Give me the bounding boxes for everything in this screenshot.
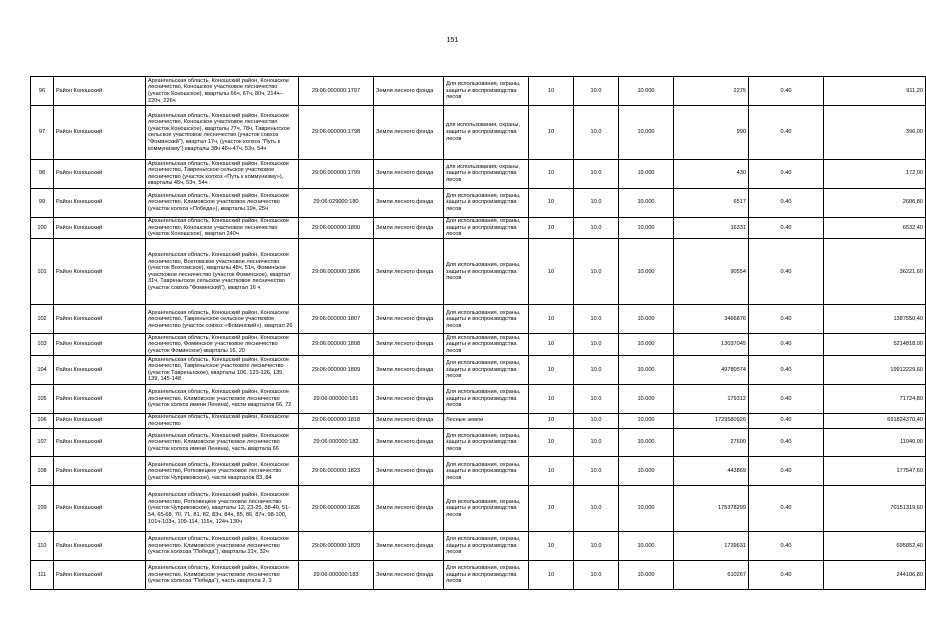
cadastral-number-cell: 29:06:000000:1800: [299, 217, 374, 239]
location-cell: Архангельская область, Коношский район, Коношское лесничество, Климовское участковое лесничество (участок колхоза "Победа"), часть квартала 2, 3: [146, 560, 299, 589]
row-number: 104: [31, 355, 54, 384]
district-cell: Район Коношский: [54, 105, 146, 159]
rate-cell: 0.40: [749, 531, 824, 560]
row-number: 110: [31, 531, 54, 560]
value-cell: 10.0: [574, 560, 619, 589]
value-cell: 10.000: [619, 105, 674, 159]
value-cell: 10.0: [574, 486, 619, 532]
cadastral-number-cell: 29:06:000000:1823: [299, 457, 374, 486]
value-cell: 10.000: [619, 413, 674, 428]
table-row: [31, 486, 926, 532]
value-cell: 10.0: [574, 305, 619, 334]
value-cell: 10.0: [574, 355, 619, 384]
district-cell: Район Коношский: [54, 355, 146, 384]
rate-cell: 0.40: [749, 413, 824, 428]
rate-cell: 0.40: [749, 384, 824, 413]
rate-cell: 0.40: [749, 486, 824, 532]
district-cell: Район Коношский: [54, 413, 146, 428]
permitted-use-cell: Для использования, охраны, защиты и воспроизводства лесов: [444, 355, 529, 384]
location-cell: Архангельская область, Коношский район, Коношское лесничество, Климовское участковое лесничество (участок колхоз «Победа»), кварталы 19ч, 25ч: [146, 188, 299, 217]
value-cell: 10.0: [574, 334, 619, 356]
cadastral-number-cell: 29:06:000000:1807: [299, 305, 374, 334]
row-number: 108: [31, 457, 54, 486]
value-cell: 10: [529, 457, 574, 486]
value-cell: 10.000: [619, 428, 674, 457]
value-cell: 10.0: [574, 105, 619, 159]
cadastral-number-cell: 29:06:000000:1808: [299, 334, 374, 356]
district-cell: Район Коношский: [54, 428, 146, 457]
location-cell: Архангельская область, Коношский район, Коношское лесничество, Тавреньгское сельское участковое лесничество (участок совхоз «Фоминский»), квартал 26: [146, 305, 299, 334]
amount-cell: 177547,60: [824, 457, 926, 486]
location-cell: Архангельская область, Коношский район, Коношское лесничество, Коношское участковое лесничество (участок Коношское), кварталы 77ч, 78ч, Тавреньгское сельское участковое лесничество (участок совхоз "Фоминский"), квартал 17ч, (участок колхоз "Путь к коммунизму") кварталы 38ч 46ч-47ч, 53ч, 54ч: [146, 105, 299, 159]
value-cell: 10.000: [619, 77, 674, 106]
land-category-cell: Земли лесного фонда: [374, 560, 444, 589]
value-cell: 10.000: [619, 560, 674, 589]
rate-cell: 0.40: [749, 239, 824, 305]
land-category-cell: Земли лесного фонда: [374, 77, 444, 106]
permitted-use-cell: Для использования, охраны, защиты и воспроизводства лесов: [444, 531, 529, 560]
land-category-cell: Земли лесного фонда: [374, 531, 444, 560]
page-number: 151: [446, 37, 459, 44]
amount-cell: 1387550,40: [824, 305, 926, 334]
land-category-cell: Земли лесного фонда: [374, 413, 444, 428]
value-cell: 10.0: [574, 531, 619, 560]
table-row: [31, 428, 926, 457]
district-cell: Район Коношский: [54, 334, 146, 356]
table-row: [31, 305, 926, 334]
value-cell: 10.0: [574, 457, 619, 486]
land-category-cell: Земли лесного фонда: [374, 159, 444, 188]
amount-cell: 19912229,60: [824, 355, 926, 384]
permitted-use-cell: для использования, охраны, защиты и воспроизводства лесов: [444, 105, 529, 159]
cadastral-number-cell: 29:06:000000:1809: [299, 355, 374, 384]
value-cell: 10.0: [574, 413, 619, 428]
area-cell: 6517: [674, 188, 749, 217]
district-cell: Район Коношский: [54, 217, 146, 239]
value-cell: 10: [529, 560, 574, 589]
table-row: [31, 531, 926, 560]
cadastral-number-cell: 29:06:000000:1798: [299, 105, 374, 159]
value-cell: 10: [529, 159, 574, 188]
area-cell: 49780574: [674, 355, 749, 384]
location-cell: Архангельская область, Коношский район, Коношское лесничество, Фоминское участковое лесничество (участок Фоминское) кварталы 16, 20: [146, 334, 299, 356]
location-cell: Архангельская область, Коношский район, Коношское лесничество, Ротковецкое участковое лесничество (участок Чуприковское), кварталы 12, 23-25, 38-40, 51-54, 65-68, 70, 71, 81, 82, 83ч, 84ч, 85, 86, 87ч, 98-100, 101ч-103ч, 109-114, 115ч, 124ч-130ч: [146, 486, 299, 532]
location-cell: Архангельская область, Коношский район, Коношское лесничество, Тавреньгское сельское участковое лесничество (участок колхоз «Путь к коммунизму»), кварталы 45ч, 53ч, 54ч: [146, 159, 299, 188]
district-cell: Район Коношский: [54, 239, 146, 305]
value-cell: 10.000: [619, 239, 674, 305]
value-cell: 10: [529, 486, 574, 532]
rate-cell: 0.40: [749, 457, 824, 486]
row-number: 105: [31, 384, 54, 413]
permitted-use-cell: Для использования, охраны, защиты и воспроизводства лесов: [444, 486, 529, 532]
value-cell: 10.0: [574, 239, 619, 305]
cadastral-number-cell: 29:06:000000:1818: [299, 413, 374, 428]
value-cell: 10: [529, 305, 574, 334]
amount-cell: 11040,00: [824, 428, 926, 457]
location-cell: Архангельская область, Коношский район, Коношское лесничество, Вохтомское участковое лесничество (участок Вохтомское), кварталы 48ч, 51ч, Фоминское участковое лесничество (участок Фоминское), квартал 31ч, Тавреньгское сельское участковое лесничество (участок совхоз "Фоминский"), квартал 16 ч: [146, 239, 299, 305]
rate-cell: 0.40: [749, 77, 824, 106]
area-cell: 175378299: [674, 486, 749, 532]
permitted-use-cell: Для использования, охраны, защиты и воспроизводства лесов: [444, 384, 529, 413]
table-row: [31, 384, 926, 413]
rate-cell: 0.40: [749, 105, 824, 159]
table-row: [31, 239, 926, 305]
value-cell: 10: [529, 428, 574, 457]
value-cell: 10.000: [619, 486, 674, 532]
value-cell: 10.000: [619, 457, 674, 486]
district-cell: Район Коношский: [54, 188, 146, 217]
row-number: 96: [31, 77, 54, 106]
area-cell: 3466876: [674, 305, 749, 334]
table-body: [31, 77, 926, 590]
value-cell: 10: [529, 105, 574, 159]
location-cell: Архангельская область, Коношский район, Коношское лесничество, Тавреньгское участковое лесничество (участок Тавреньгское), кварталы 106, 123-126, 135, 139, 145-148: [146, 355, 299, 384]
land-category-cell: Земли лесного фонда: [374, 105, 444, 159]
cadastral-number-cell: 29:06:000000:1797: [299, 77, 374, 106]
table-row: [31, 413, 926, 428]
district-cell: Район Коношский: [54, 305, 146, 334]
value-cell: 10.000: [619, 188, 674, 217]
value-cell: 10.000: [619, 355, 674, 384]
land-category-cell: Земли лесного фонда: [374, 217, 444, 239]
location-cell: Архангельская область, Коношский район, Коношское лесничество, Климовское участковое лесничество (участок колхоз имени Ленина), часть квартала 66: [146, 428, 299, 457]
value-cell: 10: [529, 217, 574, 239]
value-cell: 10.000: [619, 305, 674, 334]
row-number: 100: [31, 217, 54, 239]
district-cell: Район Коношский: [54, 531, 146, 560]
permitted-use-cell: Для использования, охраны, защиты и воспроизводства лесов: [444, 457, 529, 486]
district-cell: Район Коношский: [54, 384, 146, 413]
row-number: 101: [31, 239, 54, 305]
area-cell: 990: [674, 105, 749, 159]
district-cell: Район Коношский: [54, 159, 146, 188]
amount-cell: 36221,60: [824, 239, 926, 305]
table-row: [31, 355, 926, 384]
value-cell: 10: [529, 413, 574, 428]
table-row: [31, 159, 926, 188]
row-number: 111: [31, 560, 54, 589]
cadastral-number-cell: 29:06:029000:180: [299, 188, 374, 217]
permitted-use-cell: для использования, охраны, защиты и воспроизводства лесов: [444, 159, 529, 188]
location-cell: Архангельская область, Коношский район, Коношское лесничество, Климовское участковое лесничество (участок колхоз имени Ленина), части кварталов 66, 72: [146, 384, 299, 413]
amount-cell: 6532,40: [824, 217, 926, 239]
value-cell: 10.000: [619, 159, 674, 188]
area-cell: 16331: [674, 217, 749, 239]
amount-cell: 5214818,00: [824, 334, 926, 356]
land-plots-table: [30, 76, 926, 590]
value-cell: 10.0: [574, 77, 619, 106]
area-cell: 443869: [674, 457, 749, 486]
location-cell: Архангельская область, Коношский район, Коношское лесничество, Коношское участковое лесничество (участок Коношское), кварталы 66ч, 67ч, 80ч, 214ч–220ч, 226ч: [146, 77, 299, 106]
rate-cell: 0.40: [749, 560, 824, 589]
table-row: [31, 105, 926, 159]
rate-cell: 0.40: [749, 305, 824, 334]
amount-cell: 244106,80: [824, 560, 926, 589]
land-category-cell: Земли лесного фонда: [374, 239, 444, 305]
cadastral-number-cell: 29:06:000000:1799: [299, 159, 374, 188]
land-category-cell: Земли лесного фонда: [374, 486, 444, 532]
area-cell: 90554: [674, 239, 749, 305]
rate-cell: 0.40: [749, 159, 824, 188]
area-cell: 13037045: [674, 334, 749, 356]
district-cell: Район Коношский: [54, 77, 146, 106]
amount-cell: 695852,40: [824, 531, 926, 560]
location-cell: Архангельская область, Коношский район, Коношское лесничество, Ротковецкое участковое лесничество (участок Чуприковское), части кварталов 83, 84: [146, 457, 299, 486]
value-cell: 10.0: [574, 384, 619, 413]
location-cell: Архангельская область, Коношский район, Коношское лесничество, Климовское участковое лесничество (участок колхоза "Победа"), кварталы 31ч, 32ч: [146, 531, 299, 560]
permitted-use-cell: Для использования, охраны, защиты и воспроизводства лесов: [444, 239, 529, 305]
area-cell: 610267: [674, 560, 749, 589]
value-cell: 10.000: [619, 217, 674, 239]
value-cell: 10.000: [619, 531, 674, 560]
area-cell: 2275: [674, 77, 749, 106]
district-cell: Район Коношский: [54, 457, 146, 486]
table-row: [31, 77, 926, 106]
table-row: [31, 188, 926, 217]
land-category-cell: Земли лесного фонда: [374, 305, 444, 334]
land-category-cell: Земли лесного фонда: [374, 355, 444, 384]
permitted-use-cell: Для использования, охраны, защиты и воспроизводства лесов: [444, 77, 529, 106]
rate-cell: 0.40: [749, 355, 824, 384]
value-cell: 10: [529, 531, 574, 560]
amount-cell: 70151319,60: [824, 486, 926, 532]
area-cell: 179312: [674, 384, 749, 413]
row-number: 97: [31, 105, 54, 159]
value-cell: 10: [529, 384, 574, 413]
land-category-cell: Земли лесного фонда: [374, 334, 444, 356]
cadastral-number-cell: 29:06:000000:1826: [299, 486, 374, 532]
cadastral-number-cell: 29:06:000000:1806: [299, 239, 374, 305]
value-cell: 10.0: [574, 188, 619, 217]
area-cell: 1739631: [674, 531, 749, 560]
rate-cell: 0.40: [749, 217, 824, 239]
row-number: 106: [31, 413, 54, 428]
permitted-use-cell: Для использования, охраны, защиты и воспроизводства лесов: [444, 188, 529, 217]
location-cell: Архангельская область, Коношский район, Коношское лесничество: [146, 413, 299, 428]
location-cell: Архангельская область, Коношский район, Коношское лесничество, Коношское участковое лесничество (участок Коношское), квартал 240ч: [146, 217, 299, 239]
value-cell: 10.0: [574, 159, 619, 188]
row-number: 107: [31, 428, 54, 457]
amount-cell: 396,00: [824, 105, 926, 159]
amount-cell: 911,20: [824, 77, 926, 106]
area-cell: 1729580926: [674, 413, 749, 428]
value-cell: 10: [529, 239, 574, 305]
permitted-use-cell: Для использования, охраны, защиты и воспроизводства лесов: [444, 560, 529, 589]
rate-cell: 0.40: [749, 428, 824, 457]
amount-cell: 172,00: [824, 159, 926, 188]
value-cell: 10: [529, 77, 574, 106]
value-cell: 10.000: [619, 334, 674, 356]
permitted-use-cell: Лесные земли: [444, 413, 529, 428]
row-number: 99: [31, 188, 54, 217]
table-row: [31, 334, 926, 356]
row-number: 103: [31, 334, 54, 356]
land-category-cell: Земли лесного фонда: [374, 428, 444, 457]
land-category-cell: Земли лесного фонда: [374, 457, 444, 486]
cadastral-number-cell: 29:06:000000:1829: [299, 531, 374, 560]
table-row: [31, 217, 926, 239]
permitted-use-cell: Для использования, охраны, защиты и воспроизводства лесов: [444, 334, 529, 356]
rate-cell: 0.40: [749, 334, 824, 356]
district-cell: Район Коношский: [54, 560, 146, 589]
value-cell: 10: [529, 355, 574, 384]
amount-cell: 71724,80: [824, 384, 926, 413]
value-cell: 10.000: [619, 384, 674, 413]
row-number: 102: [31, 305, 54, 334]
area-cell: 27600: [674, 428, 749, 457]
cadastral-number-cell: 29:06:000000:182: [299, 428, 374, 457]
value-cell: 10: [529, 188, 574, 217]
area-cell: 430: [674, 159, 749, 188]
value-cell: 10.0: [574, 428, 619, 457]
row-number: 109: [31, 486, 54, 532]
rate-cell: 0.40: [749, 188, 824, 217]
permitted-use-cell: Для использования, охраны, защиты и воспроизводства лесов: [444, 428, 529, 457]
amount-cell: 691824370,40: [824, 413, 926, 428]
table-row: [31, 457, 926, 486]
value-cell: 10: [529, 334, 574, 356]
land-category-cell: Земли лесного фонда: [374, 188, 444, 217]
permitted-use-cell: Для использования, охраны, защиты и воспроизводства лесов: [444, 217, 529, 239]
district-cell: Район Коношский: [54, 486, 146, 532]
value-cell: 10.0: [574, 217, 619, 239]
amount-cell: 2606,80: [824, 188, 926, 217]
land-category-cell: Земли лесного фонда: [374, 384, 444, 413]
table-row: [31, 560, 926, 589]
row-number: 98: [31, 159, 54, 188]
cadastral-number-cell: 29:06:000000:181: [299, 384, 374, 413]
permitted-use-cell: Для использования, охраны, защиты и воспроизводства лесов: [444, 305, 529, 334]
cadastral-number-cell: 29:06:000000:183: [299, 560, 374, 589]
